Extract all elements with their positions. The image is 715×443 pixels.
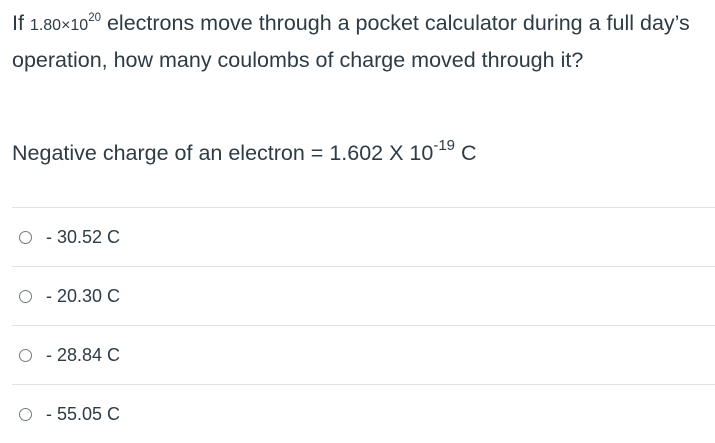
question-text [12,6,712,78]
question-mantissa: 1.80×10 [29,17,89,34]
given-info [12,136,477,171]
given-text: Negative charge of an electron = 1.602 X 10 [12,141,434,165]
radio-button[interactable] [19,349,32,362]
radio-button[interactable] [19,408,32,421]
answer-label: - 55.05 C [46,403,121,424]
radio-button[interactable] [19,231,32,244]
answer-label: - 30.52 C [46,226,121,247]
given-unit: C [455,141,477,165]
answer-label: - 28.84 C [46,344,121,365]
answer-option-2[interactable] [12,266,715,325]
answer-option-4[interactable] [12,384,715,443]
question-rest: electrons move through a pocket calculator during a full day’s operation, how many coulombs of charge moved through it? [12,11,690,72]
answer-option-3[interactable] [12,325,715,384]
radio-button[interactable] [19,290,32,303]
question-prefix: If [12,11,30,35]
answer-option-1[interactable] [12,207,715,266]
answer-list [12,207,715,443]
given-exponent: -19 [433,137,456,154]
question-exponent: 20 [88,12,101,24]
answer-label: - 20.30 C [46,285,121,306]
